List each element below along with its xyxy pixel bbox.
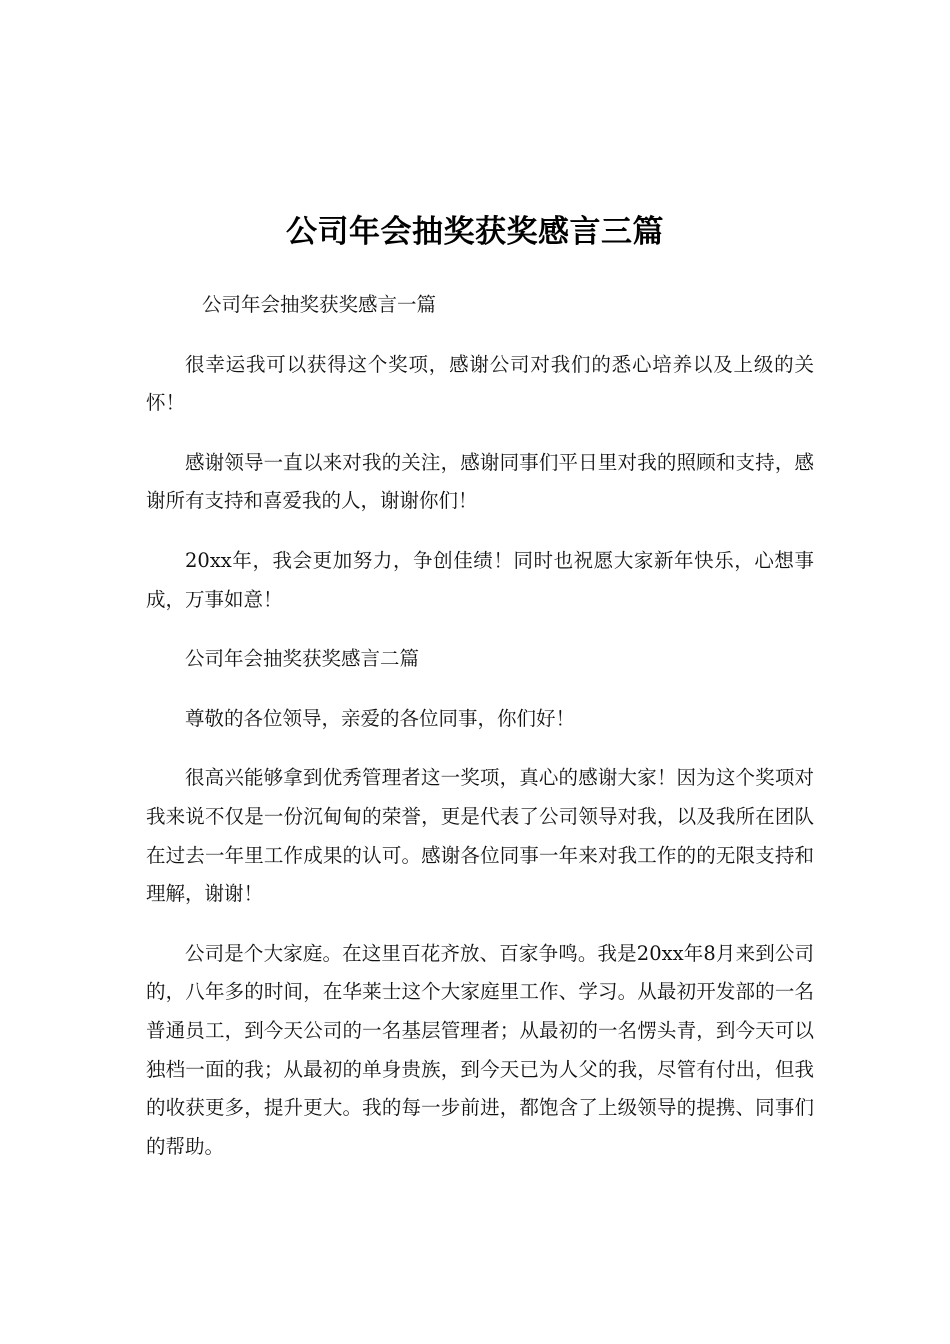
document-title: 公司年会抽奖获奖感言三篇: [286, 214, 664, 250]
paragraph: 尊敬的各位领导，亲爱的各位同事，你们好！: [185, 706, 576, 730]
section-heading-2: 公司年会抽奖获奖感言二篇: [185, 647, 420, 671]
document-body: [146, 286, 814, 1187]
section-heading-1: 公司年会抽奖获奖感言一篇: [202, 293, 437, 316]
paragraph: 很幸运我可以获得这个奖项，感谢公司对我们的悉心培养以及上级的关怀！: [146, 352, 814, 415]
paragraph: 感谢领导一直以来对我的关注，感谢同事们平日里对我的照顾和支持，感谢所有支持和喜爱我的人，谢谢你们！: [146, 450, 814, 513]
paragraph: 公司是个大家庭。在这里百花齐放、百家争鸣。我是20xx年8月来到公司的，八年多的时间，在华莱士这个大家庭里工作、学习。从最初开发部的一名普通员工，到今天公司的一名基层管理者；从最初的一名愣头青，到今天可以独档一面的我；从最初的单身贵族，到今天已为人父的我，尽管有付出，但我的收获更多，提升更大。我的每一步前进，都饱含了上级领导的提携、同事们的帮助。: [146, 941, 814, 1158]
paragraph: 20xx年，我会更加努力，争创佳绩！同时也祝愿大家新年快乐，心想事成，万事如意！: [146, 548, 814, 611]
paragraph: 很高兴能够拿到优秀管理者这一奖项，真心的感谢大家！因为这个奖项对我来说不仅是一份沉甸甸的荣誉，更是代表了公司领导对我，以及我所在团队在过去一年里工作成果的认可。感谢各位同事一年来对我工作的的无限支持和理解，谢谢！: [146, 766, 814, 906]
